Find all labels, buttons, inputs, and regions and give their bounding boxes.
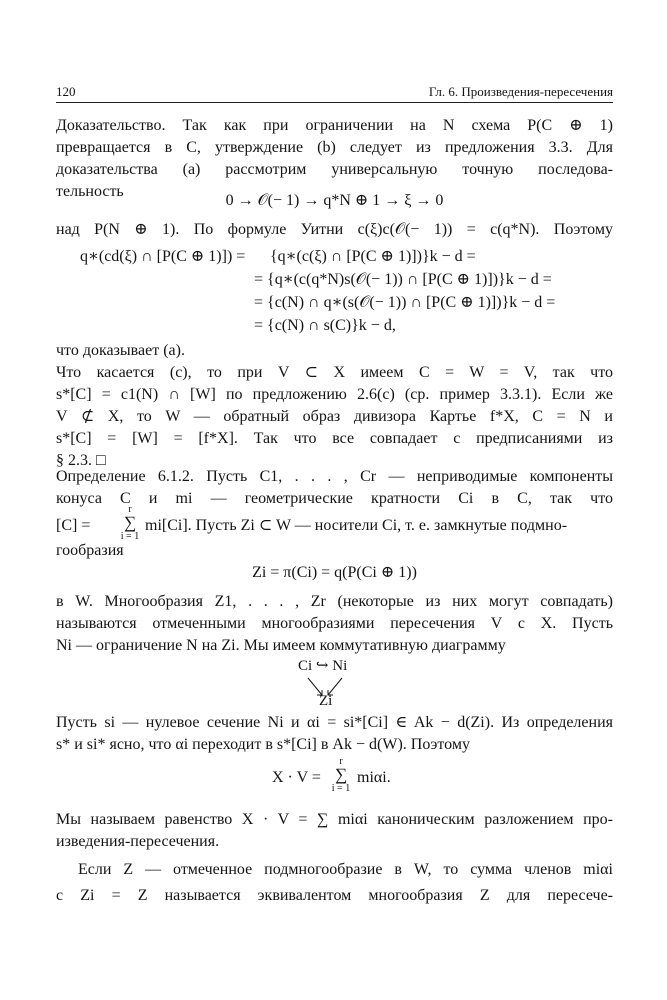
canonical-equation-suffix: miαi.	[357, 769, 391, 786]
proof-line-3: доказательства (a) рассмотрим универсальную точную последова-	[56, 161, 613, 178]
summation-upper-limit-2: r	[339, 756, 343, 767]
summation-upper-limit-1: r	[128, 504, 132, 515]
case-c-line-2: s*[C] = c1(N) ∩ [W] по предложению 2.6(c) (ср. пример 3.3.1). Если же	[56, 386, 613, 403]
page-number: 120	[56, 84, 76, 99]
equivalence-line-1: Если Z — отмеченное подмногообразие в W, то сумма членов miαi	[78, 861, 613, 878]
equation-row-3: = {c(N) ∩ q∗(s(𝒪(− 1)) ∩ [P(C ⊕ 1)])}k − d =	[254, 294, 556, 311]
case-c-line-1: Что касается (c), то при V ⊂ X имеем C = W = V, так что	[56, 364, 613, 381]
support-equation: Zi = π(Ci) = q(P(Ci ⊕ 1))	[252, 564, 417, 581]
equation-row-2: = {q∗(c(q*N)s(𝒪(− 1)) ∩ [P(C ⊕ 1)])}k − d =	[254, 271, 552, 288]
whitney-line: над P(N ⊕ 1). По формуле Уитни c(ξ)c(𝒪(− 1)) = c(q*N). Поэтому	[56, 221, 613, 238]
definition-line-5: в W. Многообразия Z1, . . . , Zr (некоторые из них могут совпадать)	[56, 593, 613, 610]
definition-line-6: называются отмеченными многообразиями пересечения V с X. Пусть	[56, 615, 613, 632]
summation-sign-1: ∑	[123, 513, 137, 532]
running-header	[56, 84, 613, 102]
header-rule	[56, 102, 613, 103]
chapter-title: Гл. 6. Произведения-пересечения	[428, 84, 613, 99]
diagram-bottom: Zi	[319, 693, 333, 709]
summation-lower-limit-2: i = 1	[331, 783, 351, 794]
equivalence-line-2: с Zi = Z называется эквивалентом многообразия Z для пересече-	[56, 887, 613, 904]
summation-sign-2: ∑	[334, 765, 348, 784]
zero-section-line-2: s* и si* ясно, что αi переходит в s*[Ci] в Ak − d(W). Поэтому	[56, 736, 470, 753]
proof-line-2: превращается в C, утверждение (b) следует из предложения 3.3. Для	[56, 139, 613, 156]
definition-line-4: гообразия	[56, 542, 124, 559]
proof-line-1: Доказательство. Так как при ограничении на N схема P(C ⊕ 1)	[56, 117, 613, 134]
proof-line-4: тельность	[56, 183, 124, 200]
equation-row-1-rhs: {q∗(c(ξ) ∩ [P(C ⊕ 1)])}k − d =	[270, 248, 476, 265]
equation-row-1-lhs: q∗(cd(ξ) ∩ [P(C ⊕ 1)]) =	[80, 248, 246, 265]
summation-operator-2	[329, 756, 353, 794]
equation-row-4: = {c(N) ∩ s(C)}k − d,	[254, 317, 396, 334]
case-c-line-4: s*[C] = [W] = [f*X]. Так что все совпадает с предписаниями из	[56, 430, 613, 447]
canonical-decomposition-line-2: изведения-пересечения.	[56, 833, 220, 850]
exact-sequence-equation: 0 → 𝒪(− 1) → q*N ⊕ 1 → ξ → 0	[225, 192, 444, 209]
zero-section-line-1: Пусть si — нулевое сечение Ni и αi = si*[Ci] ∈ Ak − d(Zi). Из определения	[56, 714, 613, 731]
canonical-decomposition-line-1: Мы называем равенство X · V = ∑ miαi каноническим разложением про-	[56, 811, 613, 828]
definition-line-3-suffix: mi[Ci]. Пусть Zi ⊂ W — носители Ci, т. е. замкнутые подмно-	[145, 517, 568, 534]
summation-lower-limit-1: i = 1	[120, 531, 140, 542]
summation-operator-1	[118, 504, 142, 542]
definition-line-3-prefix: [C] =	[56, 517, 91, 534]
canonical-equation-prefix: X · V =	[272, 769, 321, 786]
case-c-line-3: V ⊄ X, то W — обратный образ дивизора Картье f*X, C = N и	[56, 408, 613, 425]
diagram-top-row: Ci ↪ Ni	[298, 658, 348, 674]
proves-a-line: что доказывает (a).	[56, 342, 185, 359]
case-c-line-5: § 2.3. □	[56, 452, 106, 469]
definition-line-1: Определение 6.1.2. Пусть C1, . . . , Cr — неприводимые компоненты	[56, 468, 613, 485]
definition-line-2: конуса C и mi — геометрические кратности Ci в C, так что	[56, 490, 613, 507]
definition-line-7: Ni — ограничение N на Zi. Мы имеем коммутативную диаграмму	[56, 637, 506, 654]
